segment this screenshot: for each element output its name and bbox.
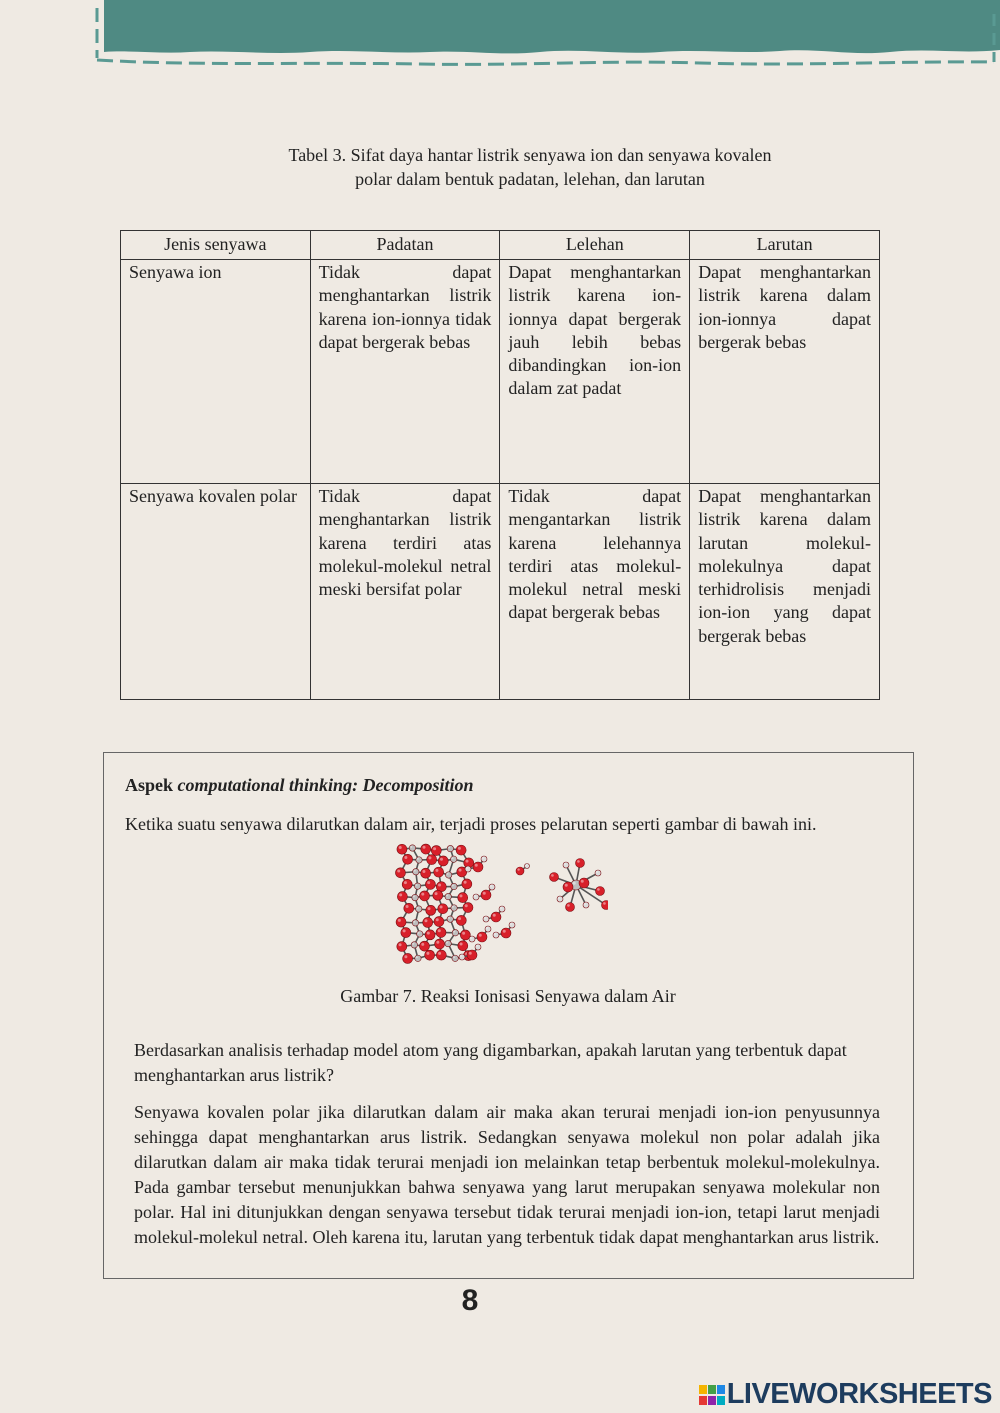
header-decoration [0, 0, 1000, 80]
header-lelehan: Lelehan [500, 231, 690, 260]
aspect-intro: Ketika suatu senyawa dilarutkan dalam air, terjadi proses pelarutan seperti gambar di bawah ini. [125, 814, 817, 834]
header-jenis-senyawa: Jenis senyawa [121, 231, 311, 260]
cell-compound-type: Senyawa ion [121, 260, 311, 484]
cell-padatan: Tidak dapat menghantarkan listrik karena terdiri atas molekul-molekul netral meski bersifat polar [310, 484, 500, 700]
page-number: 8 [461, 1284, 479, 1317]
aspect-title-prefix: Aspek [125, 775, 178, 795]
cell-lelehan: Dapat menghantarkan listrik karena ion-ionnya dapat bergerak jauh lebih bebas dibandingkan ion-ion dalam zat padat [500, 260, 690, 484]
table-caption [150, 143, 910, 191]
aspect-title [125, 775, 474, 796]
brand-text: LIVEWORKSHEETS [726, 1378, 992, 1410]
table-caption-line-1: Tabel 3. Sifat daya hantar listrik senyawa ion dan senyawa kovalen [288, 145, 772, 165]
molecule-cluster-illustration [386, 837, 608, 973]
cell-lelehan: Tidak dapat mengantarkan listrik karena lelehannya terdiri atas molekul-molekul netral meski dapat bergerak bebas [500, 484, 690, 700]
header-larutan: Larutan [690, 231, 880, 260]
table-row [121, 260, 880, 484]
cell-compound-type: Senyawa kovalen polar [121, 484, 311, 700]
table-caption-line-2: polar dalam bentuk padatan, lelehan, dan larutan [355, 169, 705, 189]
aspect-title-italic: computational thinking: Decomposition [177, 775, 474, 795]
properties-table [120, 230, 880, 700]
question-text: Berdasarkan analisis terhadap model atom yang digambarkan, apakah larutan yang terbentuk dapat menghantarkan arus listrik? [134, 1040, 847, 1085]
answer-text: Senyawa kovalen polar jika dilarutkan dalam air maka akan terurai menjadi ion-ion penyusunnya sehingga dapat menghantarkan arus listrik. Sedangkan senyawa molekul non polar adalah jika dilarutkan dalam air maka tidak terurai menjadi ion melainkan tetap berbentuk molekul-molekulnya. Pada gambar tersebut menunjukkan bahwa senyawa yang larut merupakan senyawa molekular non polar. Hal ini ditunjukkan dengan senyawa tersebut tidak terurai menjadi ion-ion, tetapi larut menjadi molekul-molekul netral. Oleh karena itu, larutan yang terbentuk tidak dapat menghantarkan arus listrik. [134, 1102, 880, 1247]
brand-watermark [699, 1378, 992, 1411]
cell-larutan: Dapat menghantarkan listrik karena dalam ion-ionnya dapat bergerak bebas [690, 260, 880, 484]
computational-thinking-box [103, 752, 914, 1279]
table-header-row [121, 231, 880, 260]
cell-larutan: Dapat menghantarkan listrik karena dalam larutan molekul-molekulnya dapat terhidrolisis menjadi ion-ion yang dapat bergerak bebas [690, 484, 880, 700]
figure-caption: Gambar 7. Reaksi Ionisasi Senyawa dalam Air [340, 986, 676, 1006]
header-padatan: Padatan [310, 231, 500, 260]
liveworksheets-logo-icon [699, 1384, 725, 1406]
table-row [121, 484, 880, 700]
cell-padatan: Tidak dapat menghantarkan listrik karena ion-ionnya tidak dapat bergerak bebas [310, 260, 500, 484]
